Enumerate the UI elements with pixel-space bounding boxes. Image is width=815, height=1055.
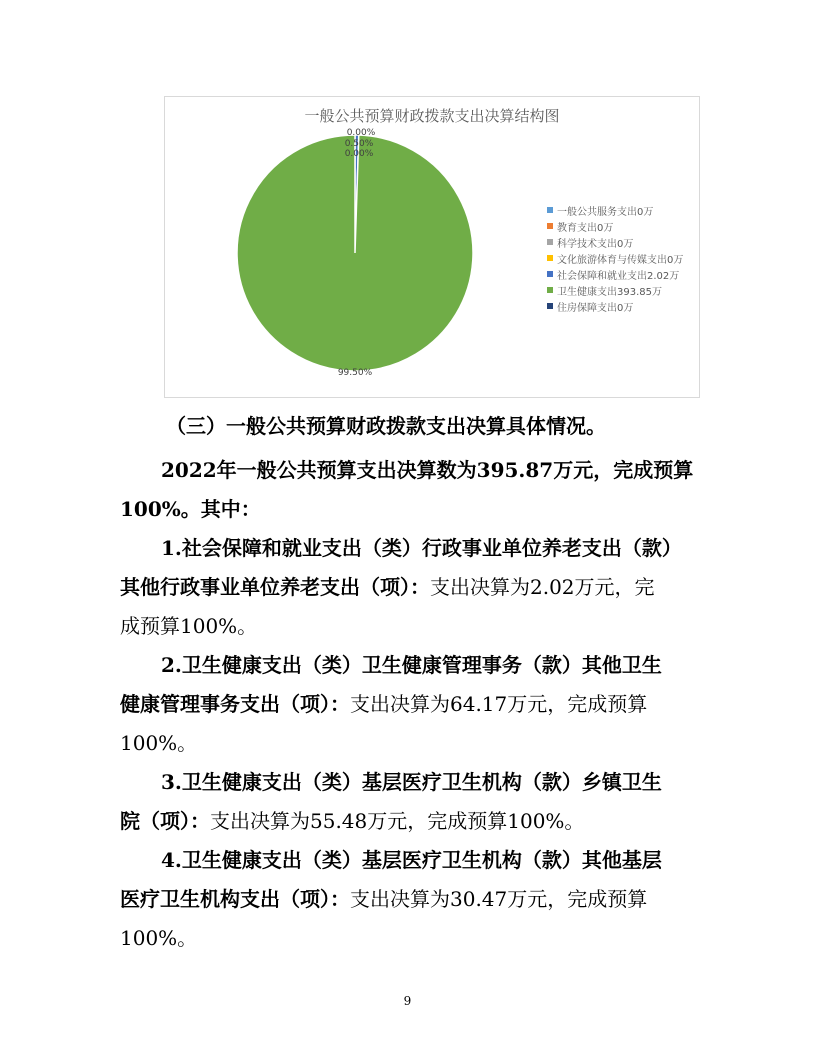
- legend-swatch: [547, 287, 553, 293]
- item3-line-1: 3.卫生健康支出（类）基层医疗卫生机构（款）乡镇卫生: [161, 770, 662, 794]
- item3-normal-text: 支出决算为55.48万元，完成预算100%。: [210, 809, 585, 833]
- legend-item-3: [547, 250, 697, 266]
- intro-line-1: 2022年一般公共预算支出决算数为395.87万元，完成预算: [161, 458, 694, 482]
- item4-line-2: [120, 883, 647, 912]
- item1-line-1: 1.社会保障和就业支出（类）行政事业单位养老支出（款）: [161, 536, 682, 560]
- legend-label: 科学技术支出0万: [557, 238, 634, 250]
- pie-data-label-2: 0.00%: [344, 149, 374, 159]
- legend-item-5: [547, 282, 697, 298]
- page-number: 9: [403, 994, 412, 1008]
- legend-swatch: [547, 223, 553, 229]
- item2-normal-text: 支出决算为64.17万元，完成预算: [350, 692, 648, 716]
- item4-normal-text: 支出决算为30.47万元，完成预算: [350, 887, 648, 911]
- legend-swatch: [547, 239, 553, 245]
- item1-normal-text: 支出决算为2.02万元，完: [430, 575, 655, 599]
- legend-swatch: [547, 207, 553, 213]
- pie-data-label-1: 0.50%: [344, 139, 374, 149]
- pie-chart: [164, 96, 700, 398]
- legend-label: 卫生健康支出393.85万: [557, 286, 662, 298]
- item3-bold-text: 院（项）：: [120, 809, 210, 833]
- chart-legend: [547, 202, 697, 314]
- chart-title: 一般公共预算财政拨款支出决算结构图: [304, 107, 560, 125]
- legend-item-2: [547, 234, 697, 250]
- pie-data-label-3: 99.50%: [337, 368, 373, 378]
- item2-line-3: 100%。: [120, 731, 198, 755]
- item4-bold-text: 医疗卫生机构支出（项）：: [120, 887, 350, 911]
- pie-slice-5: [237, 135, 473, 371]
- pie-data-label-0: 0.00%: [346, 128, 376, 138]
- item4-line-3: 100%。: [120, 926, 198, 950]
- legend-item-0: [547, 202, 697, 218]
- legend-item-1: [547, 218, 697, 234]
- legend-swatch: [547, 255, 553, 261]
- legend-item-4: [547, 266, 697, 282]
- intro-line-2: 100%。其中：: [120, 497, 261, 521]
- item1-line-3: 成预算100%。: [120, 614, 258, 638]
- legend-item-6: [547, 298, 697, 314]
- item1-bold-text: 其他行政事业单位养老支出（项）：: [120, 575, 430, 599]
- legend-swatch: [547, 271, 553, 277]
- section-heading: （三）一般公共预算财政拨款支出决算具体情况。: [166, 414, 606, 438]
- legend-label: 住房保障支出0万: [557, 302, 634, 314]
- item3-line-2: [120, 805, 584, 834]
- legend-label: 社会保障和就业支出2.02万: [557, 270, 680, 282]
- item4-line-1: 4.卫生健康支出（类）基层医疗卫生机构（款）其他基层: [161, 848, 662, 872]
- legend-label: 文化旅游体育与传媒支出0万: [557, 254, 684, 266]
- legend-label: 教育支出0万: [557, 222, 614, 234]
- item1-line-2: [120, 571, 655, 600]
- item2-line-2: [120, 688, 647, 717]
- legend-swatch: [547, 303, 553, 309]
- legend-label: 一般公共服务支出0万: [557, 206, 654, 218]
- item2-line-1: 2.卫生健康支出（类）卫生健康管理事务（款）其他卫生: [161, 653, 662, 677]
- item2-bold-text: 健康管理事务支出（项）：: [120, 692, 350, 716]
